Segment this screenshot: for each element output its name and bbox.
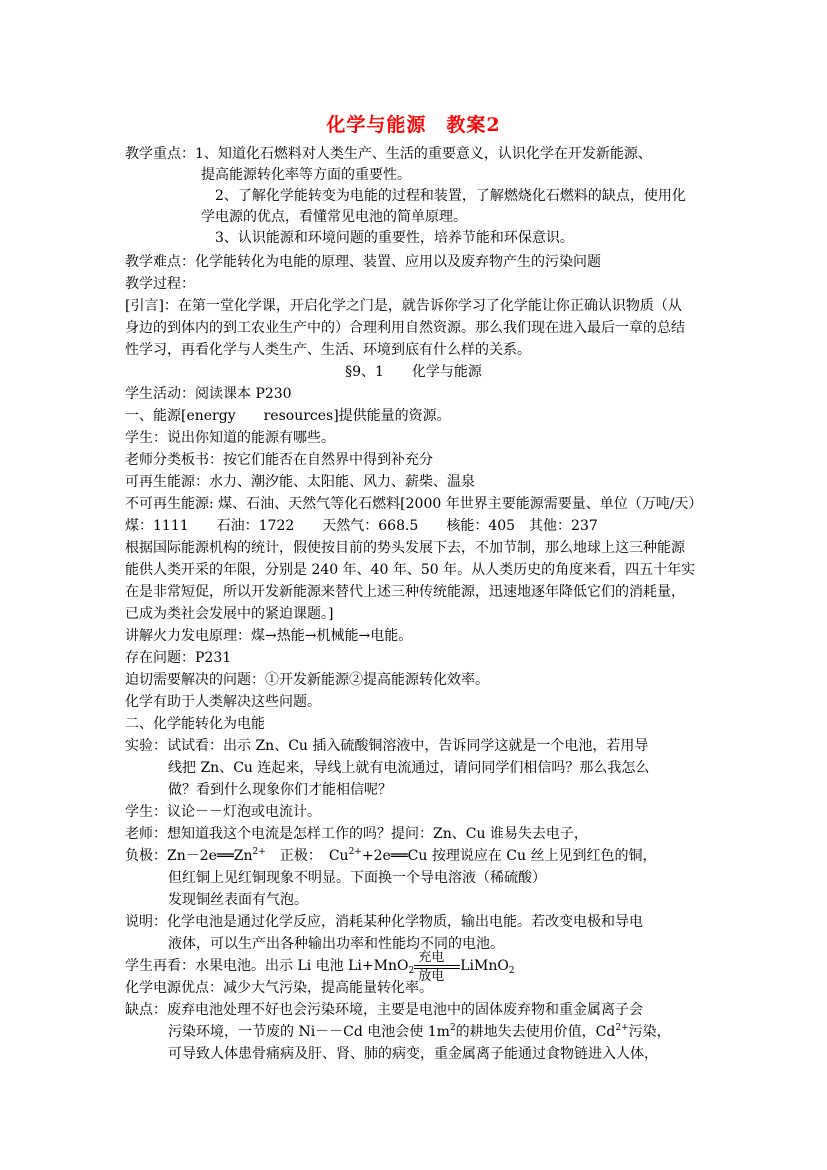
- key-point-1: 教学重点：1、知道化石燃料对人类生产、生活的重要意义，认识化学在开发新能源、: [125, 146, 652, 162]
- cu-observation-text: Cu 按理说应在 Cu 丝上见到红色的铜，: [407, 848, 657, 864]
- battery-equation-line: [125, 950, 515, 984]
- key-point-2: 2、了解化学能转变为电能的过程和装置，了解燃烧化石燃料的缺点，使用化: [215, 188, 686, 204]
- process-heading: 教学过程：: [125, 276, 195, 292]
- renewable-energy: 可再生能源：水力、潮汐能、太阳能、风力、薪柴、温泉: [125, 474, 475, 490]
- nonrenewable-energy: 不可再生能源: 煤、石油、天然气等化石燃料[2000 年世界主要能源需要量、单位（万吨/天）: [125, 496, 703, 512]
- explanation-line-2: 液体，可以生产出各种输出功率和性能均不同的电池。: [168, 936, 504, 952]
- observation-line-2: 发现铜丝表面有气泡。: [168, 892, 308, 908]
- experiment-line-3: 做？看到什么现象你们才能相信呢？: [168, 782, 392, 798]
- negative-electrode-text: 负极：Zn－2e: [125, 848, 217, 864]
- experiment-line-2: 线把 Zn、Cu 连起来，导线上就有电流通过，请问同学们相信吗？那么我怎么: [168, 760, 650, 776]
- limno2-text: LiMnO: [460, 958, 509, 974]
- key-point-3: 3、认识能源和环境问题的重要性，培养节能和环保意识。: [215, 230, 574, 246]
- statistics-line-1: 根据国际能源机构的统计，假使按目前的势头发展下去，不加节制，那么地球上这三种能源: [125, 540, 685, 556]
- experiment-line-1: 实验：试试看：出示 Zn、Cu 插入硫酸铜溶液中，告诉同学这就是一个电池，若用导: [125, 738, 649, 754]
- intro-line-1: [引言]：在第一堂化学课，开启化学之门是，就告诉你学习了化学能让你正确认识物质（从: [125, 298, 682, 314]
- urgent-problems: 迫切需要解决的问题：①开发新能源②提高能源转化效率。: [125, 672, 489, 688]
- intro-line-3: 性学习，再看化学与人类生产、生活、环境到底有什么样的关系。: [125, 342, 531, 358]
- equals-sign: ══: [216, 848, 234, 864]
- statistics-line-3: 在是非常短促，所以开发新能源来替代上述三种传统能源，迅速地逐年降低它们的消耗量，: [125, 584, 685, 600]
- pollution-line: [168, 1022, 671, 1042]
- key-point-1-cont: 提高能源转化率等方面的重要性。: [201, 167, 411, 183]
- student-activity: 学生活动：阅读课本 P230: [125, 386, 292, 402]
- cu-ion-charge: 2+: [348, 847, 362, 857]
- limno2-subscript: 2: [508, 966, 515, 976]
- section-heading: §9、1 化学与能源: [345, 364, 482, 380]
- student-task: 学生：说出你知道的能源有哪些。: [125, 430, 335, 446]
- intro-line-2: 身边的到体内的到工农业生产中的）合理利用自然资源。那么我们现在进入最后一章的总结: [125, 320, 685, 336]
- explanation-line-1: 说明：化学电池是通过化学反应，消耗某种化学物质，输出电能。若改变电极和导电: [125, 914, 643, 930]
- thermal-power: 讲解火力发电原理：煤→热能→机械能→电能。: [125, 628, 413, 644]
- pollution-text-a: 污染环境，一节废的 Ni－－Cd 电池会使 1m: [168, 1024, 450, 1040]
- zn-ion-text: Zn: [233, 848, 253, 864]
- mno2-subscript: 2: [408, 966, 415, 976]
- discharge-label: 放电: [418, 969, 445, 984]
- electron-gain-text: +2e: [361, 848, 391, 864]
- teacher-question: 老师：想知道我这个电流是怎样工作的吗？提问：Zn、Cu 谁易失去电子，: [125, 826, 588, 842]
- existing-problems: 存在问题：P231: [125, 650, 232, 666]
- reversible-arrow: [414, 950, 460, 984]
- positive-electrode-text: 正极： Cu: [265, 848, 349, 864]
- pollution-text-b: 的耕地失去使用价值，Cd: [455, 1024, 616, 1040]
- document-title: 化学与能源 教案2: [326, 114, 501, 136]
- difficult-point: 教学难点：化学能转化为电能的原理、装置、应用以及废弃物产生的污染问题: [125, 254, 601, 270]
- charge-label: 充电: [418, 950, 445, 965]
- key-point-2-cont: 学电源的优点，看懂常见电池的简单原理。: [201, 209, 467, 225]
- advantages-line: 化学电源优点：减少大气污染，提高能量转化率。: [125, 980, 433, 996]
- energy-definition: 一、能源[energy resources]提供能量的资源。: [125, 408, 451, 424]
- statistics-line-4: 已成为类社会发展中的紧迫课题。]: [125, 606, 334, 622]
- electrode-equation-line: [125, 846, 656, 866]
- cd-ion-charge: 2+: [615, 1023, 629, 1033]
- equals-sign-2: ══: [390, 848, 408, 864]
- disadvantages-line: 缺点：废弃电池处理不好也会污染环境，主要是电池中的固体废弃物和重金属离子会: [125, 1002, 643, 1018]
- pollution-text-c: 污染，: [628, 1024, 671, 1040]
- observation-line-1: 但红铜上见红铜现象不明显。下面换一个导电溶液（稀硫酸）: [168, 870, 546, 886]
- health-effects-line: 可导致人体患骨痛病及肝、肾、肺的病变，重金属离子能通过食物链进入人体，: [168, 1046, 658, 1062]
- zn-ion-charge: 2+: [252, 847, 266, 857]
- energy-demand-values: 煤：1111 石油：1722 天然气：668.5 核能：405 其他：237: [125, 518, 598, 534]
- area-superscript: 2: [449, 1023, 456, 1033]
- student-discussion: 学生：议论－－灯泡或电流计。: [125, 804, 321, 820]
- chemistry-helps: 化学有助于人类解决这些问题。: [125, 694, 321, 710]
- statistics-line-2: 能供人类开采的年限，分别是 240 年、40 年、50 年。从人类历史的角度来看，四五十年实: [125, 562, 696, 578]
- section-two-heading: 二、化学能转化为电能: [125, 716, 265, 732]
- teacher-board: 老师分类板书：按它们能否在自然界中得到补充分: [125, 452, 433, 468]
- battery-text: 学生再看：水果电池。出示 Li 电池 Li+MnO: [125, 958, 409, 974]
